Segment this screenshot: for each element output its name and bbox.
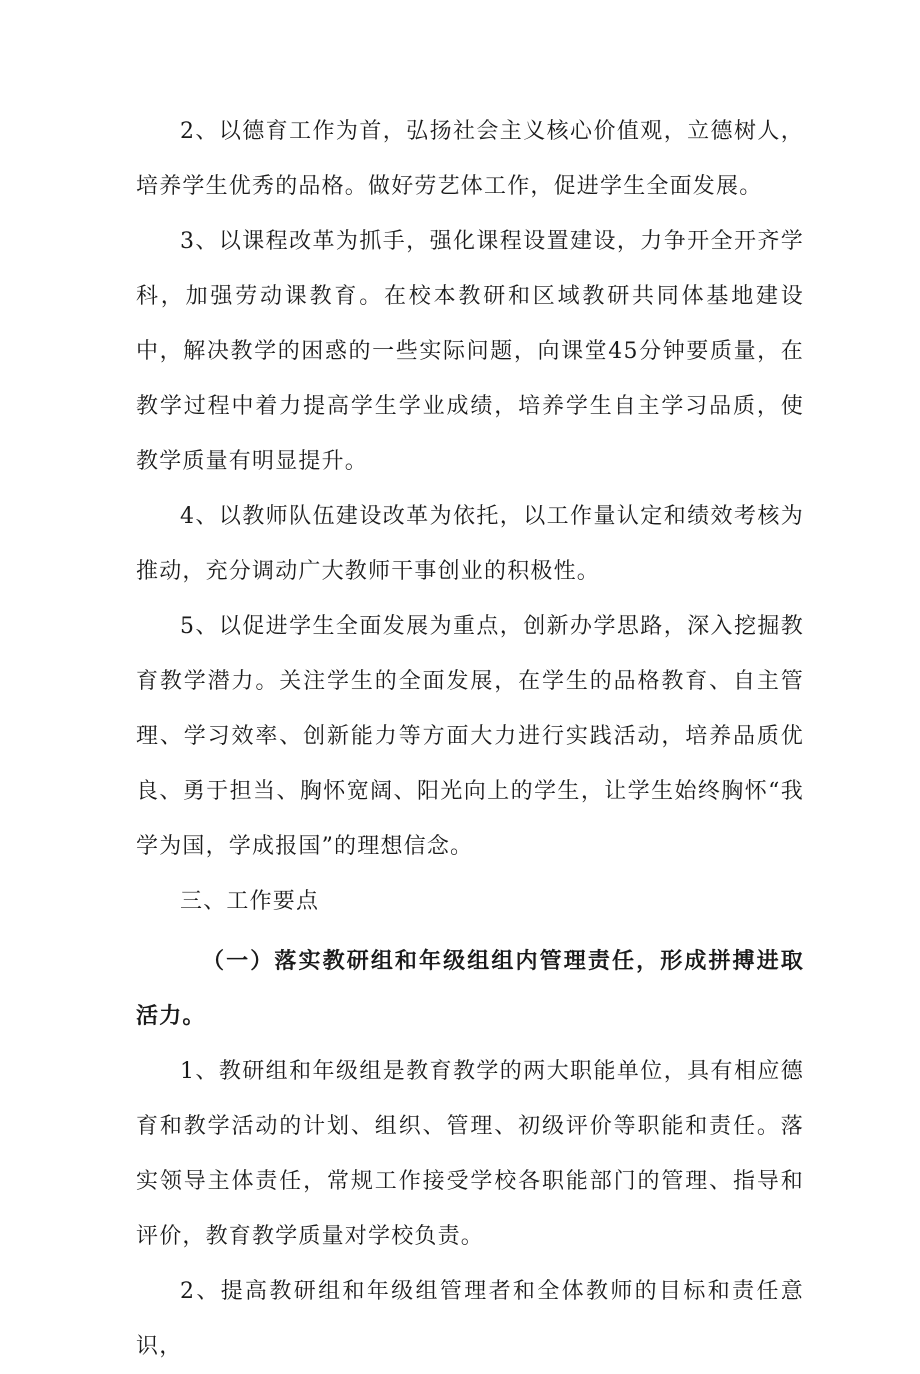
subsection-heading: （一）落实教研组和年级组组内管理责任，形成拼搏进取活力。	[136, 948, 804, 1029]
paragraph-item-3: 3、以课程改革为抓手，强化课程设置建设，力争开全开齐学科，加强劳动课教育。在校本教研和区域教研共同体基地建设中，解决教学的困惑的一些实际问题，向课堂45分钟要质量，在教学过程中着力提高学生学业成绩，培养学生自主学习品质，使教学质量有明显提升。	[136, 229, 804, 474]
section-paragraph-2: 2、提高教研组和年级组管理者和全体教师的目标和责任意识，	[136, 1279, 804, 1359]
section-paragraph-1: 1、教研组和年级组是教育教学的两大职能单位，具有相应德育和教学活动的计划、组织、管理、初级评价等职能和责任。落实领导主体责任，常规工作接受学校各职能部门的管理、指导和评价，教育教学质量对学校负责。	[136, 1059, 804, 1249]
section-heading: 三、工作要点	[180, 889, 320, 914]
paragraph-item-5: 5、以促进学生全面发展为重点，创新办学思路，深入挖掘教育教学潜力。关注学生的全面发展，在学生的品格教育、自主管理、学习效率、创新能力等方面大力进行实践活动，培养品质优良、勇于担当、胸怀宽阔、阳光向上的学生，让学生始终胸怀“我学为国，学成报国”的理想信念。	[136, 614, 804, 859]
document-body	[136, 104, 804, 1374]
paragraph-item-2: 2、以德育工作为首，弘扬社会主义核心价值观，立德树人，培养学生优秀的品格。做好劳艺体工作，促进学生全面发展。	[136, 119, 804, 199]
paragraph-item-4: 4、以教师队伍建设改革为依托，以工作量认定和绩效考核为推动，充分调动广大教师干事创业的积极性。	[136, 504, 804, 584]
